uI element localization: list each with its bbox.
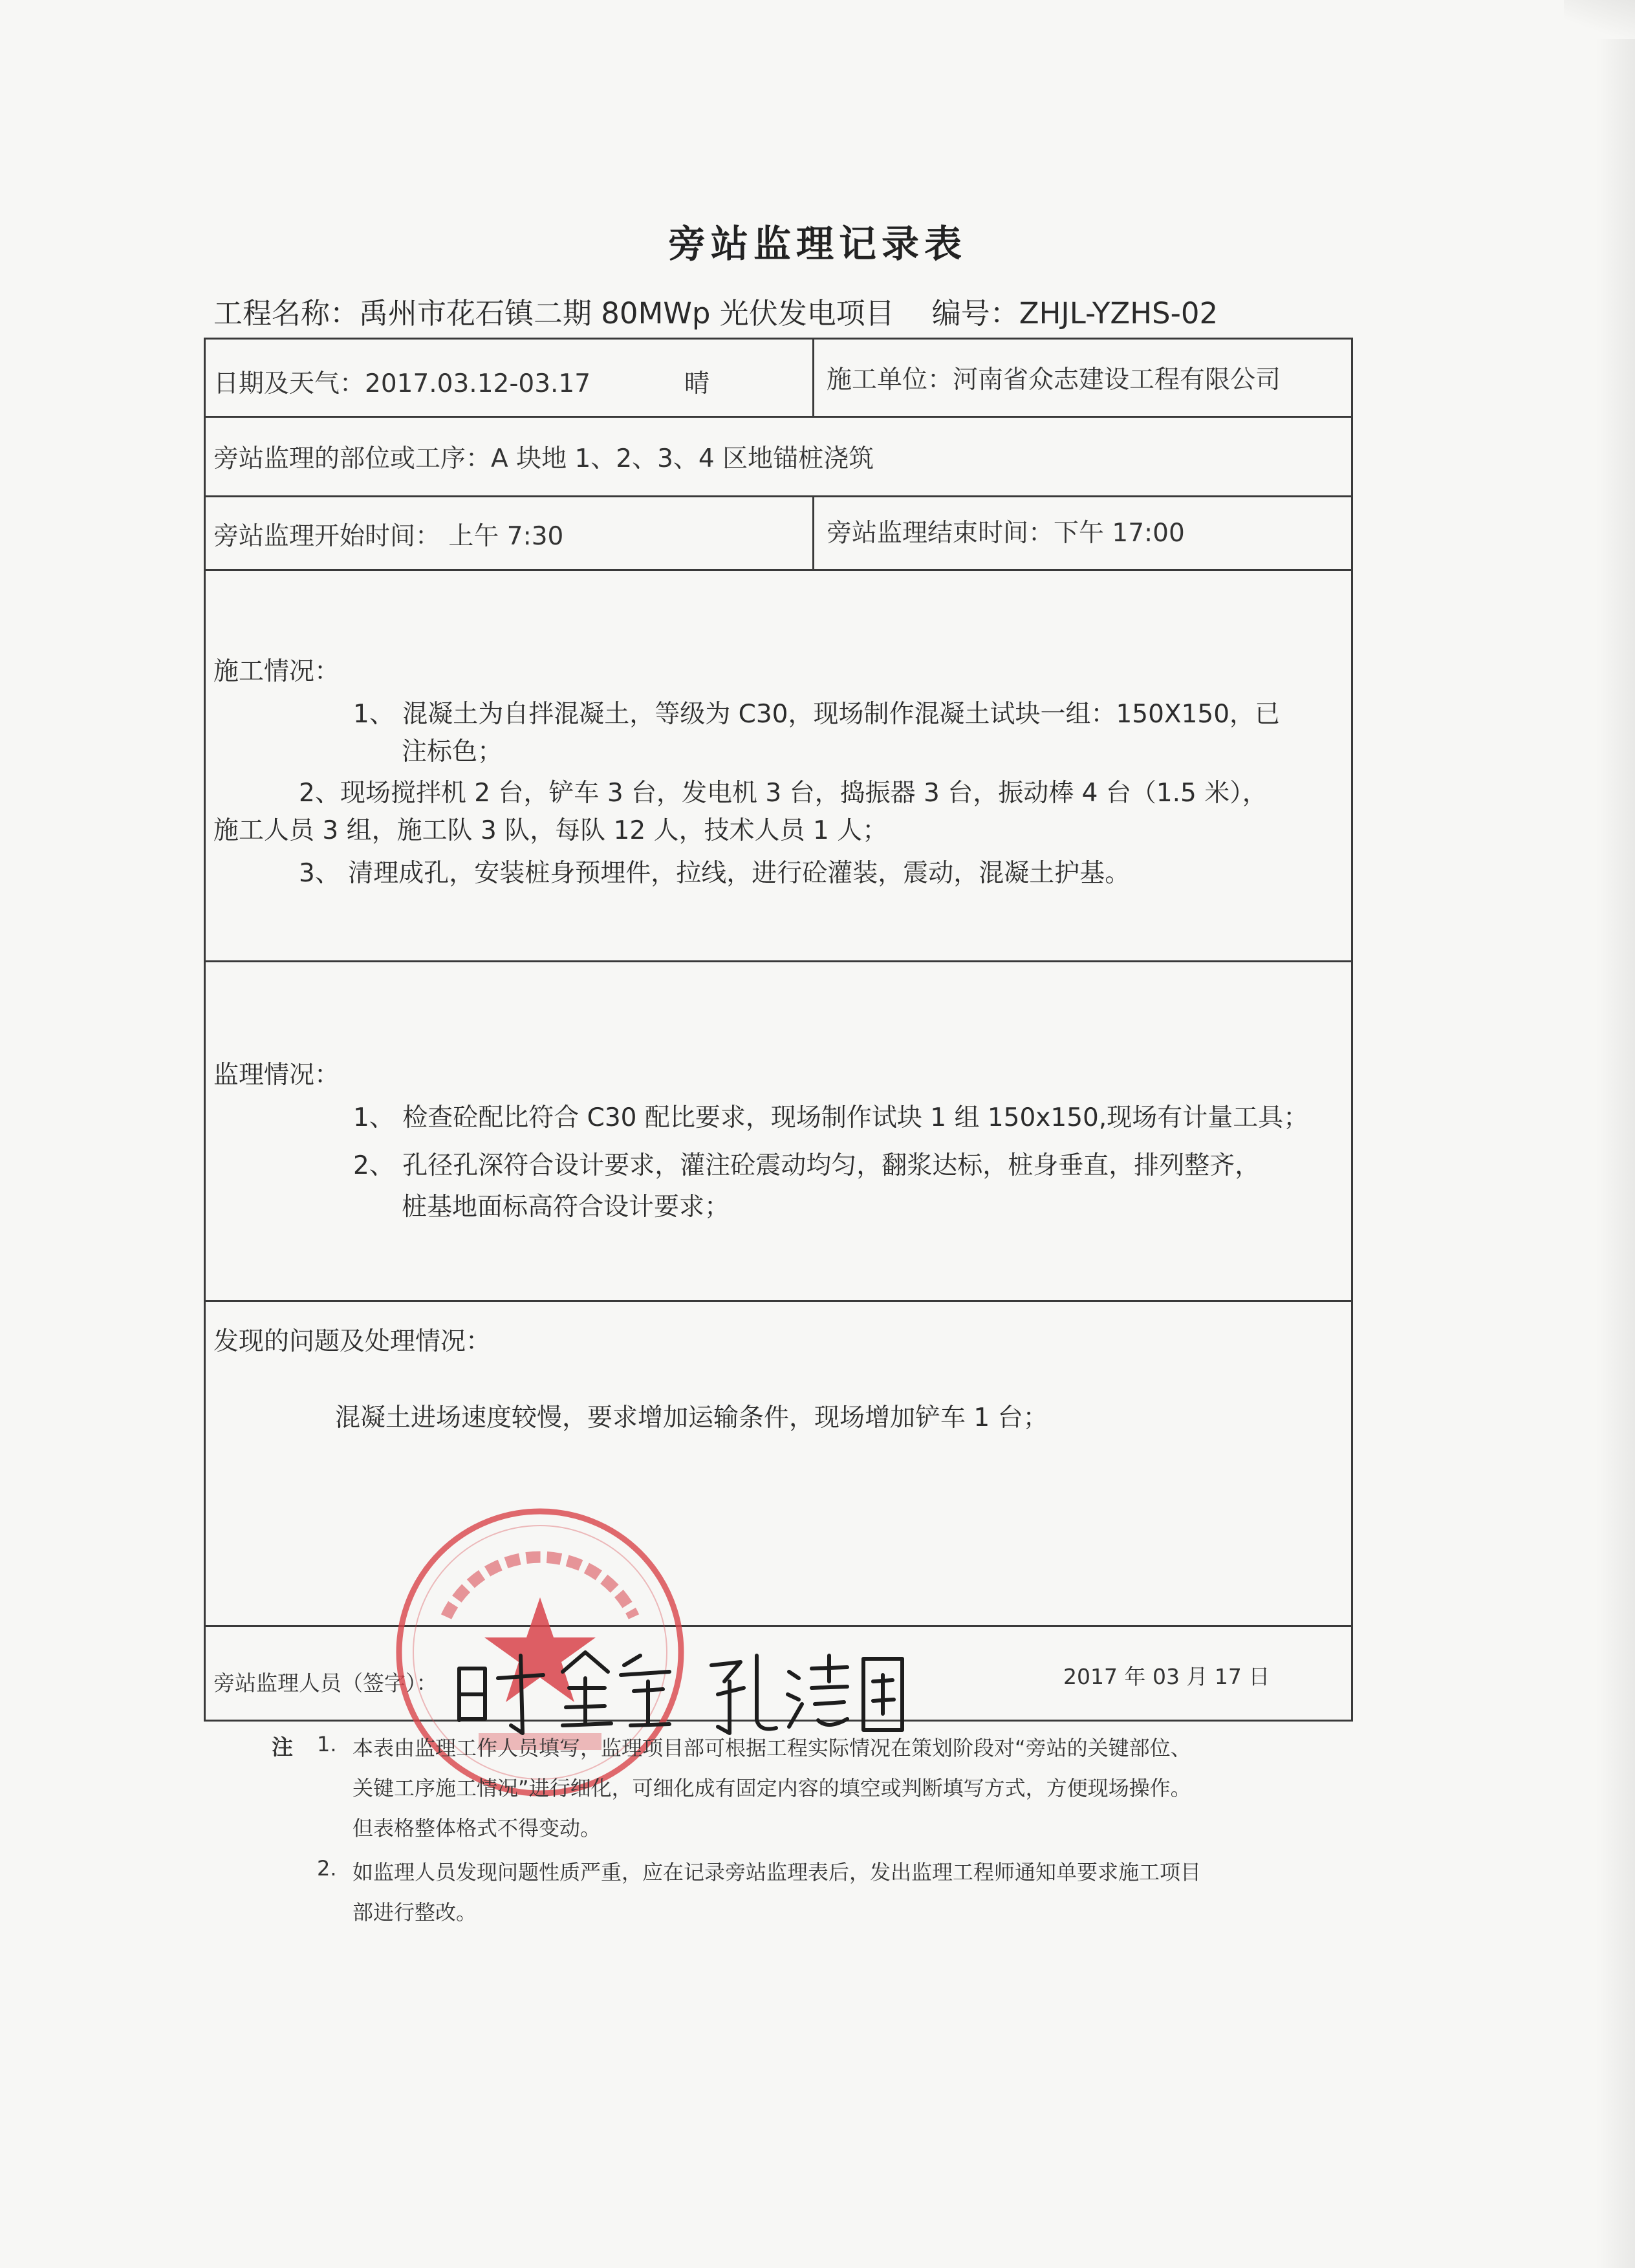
date-weather-label: 日期及天气： [213, 369, 365, 398]
project-name: 工程名称：禹州市花石镇二期 80MWp 光伏发电项目 [213, 296, 894, 330]
supervision-heading: 监理情况： [213, 1061, 340, 1090]
record-form-table [204, 338, 1353, 1722]
notes-mark: 注 [272, 1734, 293, 1760]
page-edge-shadow [1596, 0, 1635, 2268]
supervision-item-2-cont: 桩基地面标高符合设计要求； [402, 1193, 730, 1222]
row-divider [206, 416, 1351, 418]
note-1-line-3: 但表格整体格式不得变动。 [352, 1816, 601, 1841]
construction-heading: 施工情况： [213, 657, 340, 686]
note-1-line-1: 本表由监理工作人员填写，监理项目部可根据工程实际情况在策划阶段对“旁站的关键部位、 [352, 1736, 1191, 1760]
date-value: 2017.03.12-03.17 [365, 369, 591, 398]
column-divider [812, 495, 814, 569]
signature-label: 旁站监理人员（签字）： [213, 1670, 438, 1696]
problems-text: 混凝土进场速度较慢，要求增加运输条件，现场增加铲车 1 台； [335, 1403, 1048, 1432]
start-time: 旁站监理开始时间： 上午 7:30 [213, 522, 564, 551]
row-divider [206, 495, 1351, 497]
construction-item-2: 2、现场搅拌机 2 台，铲车 3 台，发电机 3 台，捣振器 3 台，振动棒 4 台（1.5 米）， [299, 779, 1268, 808]
form-title: 旁站监理记录表 [667, 222, 967, 266]
project-line [213, 290, 1218, 332]
construction-item-2-cont: 施工人员 3 组，施工队 3 队，每队 12 人，技术人员 1 人； [213, 816, 888, 845]
row-divider [206, 569, 1351, 571]
date-weather-cell [213, 363, 590, 400]
construction-item-1-cont: 注标色； [402, 737, 503, 766]
handwritten-signatures [446, 1643, 912, 1740]
construction-item-1: 1、 混凝土为自拌混凝土，等级为 C30，现场制作混凝土试块一组：150X150，已 [353, 700, 1281, 729]
contractor-label: 施工单位： [827, 365, 953, 394]
project-code: 编号：ZHJL-YZHS-02 [931, 296, 1218, 330]
note-2-line-1: 如监理人员发现问题性质严重，应在记录旁站监理表后，发出监理工程师通知单要求施工项目 [352, 1860, 1202, 1885]
row-divider [206, 1300, 1351, 1302]
note-1-line-2: 关键工序施工情况”进行细化，可细化成有固定内容的填空或判断填写方式，方便现场操作。 [352, 1776, 1191, 1800]
row-divider [206, 1625, 1351, 1627]
signature-date: 2017 年 03 月 17 日 [1063, 1664, 1270, 1689]
contractor-cell [827, 360, 1281, 396]
note-1-number: 1. [317, 1732, 337, 1756]
supervision-item-2: 2、 孔径孔深符合设计要求，灌注砼震动均匀，翻浆达标，桩身垂直，排列整齐， [353, 1151, 1261, 1180]
note-2-line-2: 部进行整改。 [352, 1900, 477, 1925]
page-corner-fold [1564, 0, 1635, 39]
location-process: 旁站监理的部位或工序：A 块地 1、2、3、4 区地锚桩浇筑 [213, 444, 874, 473]
weather-value: 晴 [684, 369, 710, 398]
problems-heading: 发现的问题及处理情况： [213, 1327, 492, 1356]
construction-item-3: 3、 清理成孔，安装桩身预埋件，拉线，进行砼灌装，震动，混凝土护基。 [299, 859, 1131, 888]
contractor-value: 河南省众志建设工程有限公司 [953, 365, 1281, 394]
supervision-item-1: 1、 检查砼配比符合 C30 配比要求，现场制作试块 1 组 150x150,现场有计量工具； [353, 1103, 1309, 1132]
end-time: 旁站监理结束时间：下午 17:00 [827, 519, 1185, 548]
note-2-number: 2. [317, 1856, 337, 1881]
column-divider [812, 340, 814, 416]
row-divider [206, 960, 1351, 962]
